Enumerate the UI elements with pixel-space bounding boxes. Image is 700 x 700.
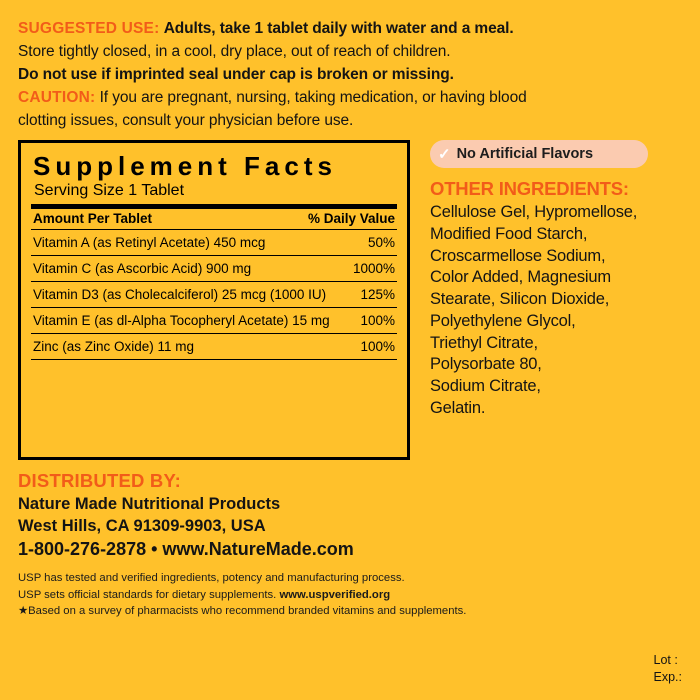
- right-column: [430, 140, 682, 460]
- table-row: [31, 230, 397, 255]
- no-artificial-flavors-badge: [430, 140, 648, 168]
- ingredient-line: Polysorbate 80,: [430, 355, 542, 374]
- suggested-use-label: SUGGESTED USE:: [18, 20, 160, 37]
- main-columns: [18, 140, 682, 460]
- caution-line-1: [18, 87, 682, 109]
- supplement-facts-panel: [18, 140, 410, 460]
- nutrient-name: Vitamin E (as dl-Alpha Tocopheryl Acetate) 15 mg: [33, 313, 330, 329]
- facts-header-row: [31, 209, 397, 229]
- supplement-facts-title: Supplement Facts: [33, 151, 337, 181]
- check-icon: ✓: [438, 145, 451, 163]
- lot-exp-block: [654, 652, 683, 686]
- ingredient-line: Sodium Citrate,: [430, 377, 541, 396]
- ingredient-line: Gelatin.: [430, 398, 486, 417]
- usp-standards-text: USP sets official standards for dietary supplements.: [18, 588, 280, 601]
- usage-block: [18, 18, 682, 132]
- suggested-use-line: [18, 18, 682, 40]
- table-row: [31, 256, 397, 281]
- suggested-use-text: Adults, take 1 tablet daily with water and a meal.: [163, 20, 514, 37]
- nutrient-name: Vitamin A (as Retinyl Acetate) 450 mcg: [33, 235, 266, 251]
- usp-standards-note: [18, 587, 578, 604]
- usp-verified-link[interactable]: www.uspverified.org: [279, 588, 391, 601]
- badge-label: No Artificial Flavors: [456, 146, 594, 162]
- usp-tested-note: USP has tested and verified ingredients, potency and manufacturing process.: [18, 571, 405, 584]
- table-row: [31, 334, 397, 359]
- ingredient-line: Polyethylene Glycol,: [430, 311, 576, 330]
- nutrient-dv: 1000%: [352, 261, 395, 277]
- amount-per-tablet-header: Amount Per Tablet: [33, 211, 153, 227]
- nutrient-name: Zinc (as Zinc Oxide) 11 mg: [33, 339, 195, 355]
- ingredient-line: Triethyl Citrate,: [430, 333, 538, 352]
- daily-value-header: % Daily Value: [307, 211, 395, 227]
- lot-label: Lot :: [653, 653, 678, 668]
- ingredient-line: Stearate, Silicon Dioxide,: [430, 290, 610, 309]
- other-ingredients-title: OTHER INGREDIENTS:: [430, 178, 629, 199]
- nutrient-dv: 100%: [360, 339, 395, 355]
- nutrient-dv: 100%: [360, 313, 395, 329]
- distributed-by-block: [18, 470, 682, 560]
- serving-size: Serving Size 1 Tablet: [34, 182, 185, 200]
- storage-text: Store tightly closed, in a cool, dry place, out of reach of children.: [18, 43, 451, 60]
- row-divider: [31, 359, 397, 360]
- company-address: West Hills, CA 91309-9903, USA: [18, 516, 266, 535]
- distributed-by-title: DISTRIBUTED BY:: [18, 470, 181, 491]
- other-ingredients-body: [430, 202, 682, 420]
- table-row: [31, 308, 397, 333]
- ingredient-line: Croscarmellose Sodium,: [430, 246, 606, 265]
- table-row: [31, 282, 397, 307]
- caution-text-1: If you are pregnant, nursing, taking medication, or having blood: [99, 89, 527, 106]
- caution-line-2: clotting issues, consult your physician before use.: [18, 112, 354, 129]
- ingredient-line: Modified Food Starch,: [430, 224, 588, 243]
- nutrient-name: Vitamin C (as Ascorbic Acid) 900 mg: [33, 261, 252, 277]
- exp-label: Exp.:: [653, 670, 682, 685]
- company-name: Nature Made Nutritional Products: [18, 495, 281, 513]
- ingredient-line: Cellulose Gel, Hypromellose,: [430, 203, 638, 221]
- phone-and-website[interactable]: 1-800-276-2878 • www.NatureMade.com: [18, 538, 354, 559]
- pharmacist-survey-note: ★Based on a survey of pharmacists who recommend branded vitamins and supplements.: [18, 605, 467, 618]
- caution-label: CAUTION:: [18, 89, 96, 106]
- nutrient-name: Vitamin D3 (as Cholecalciferol) 25 mcg (1000 IU): [33, 287, 327, 303]
- footnotes-block: [18, 570, 578, 620]
- nutrient-dv: 50%: [367, 235, 395, 251]
- ingredient-line: Color Added, Magnesium: [430, 268, 611, 287]
- nutrient-dv: 125%: [360, 287, 395, 303]
- seal-warning-text: Do not use if imprinted seal under cap is broken or missing.: [18, 66, 454, 83]
- left-column: [18, 140, 418, 460]
